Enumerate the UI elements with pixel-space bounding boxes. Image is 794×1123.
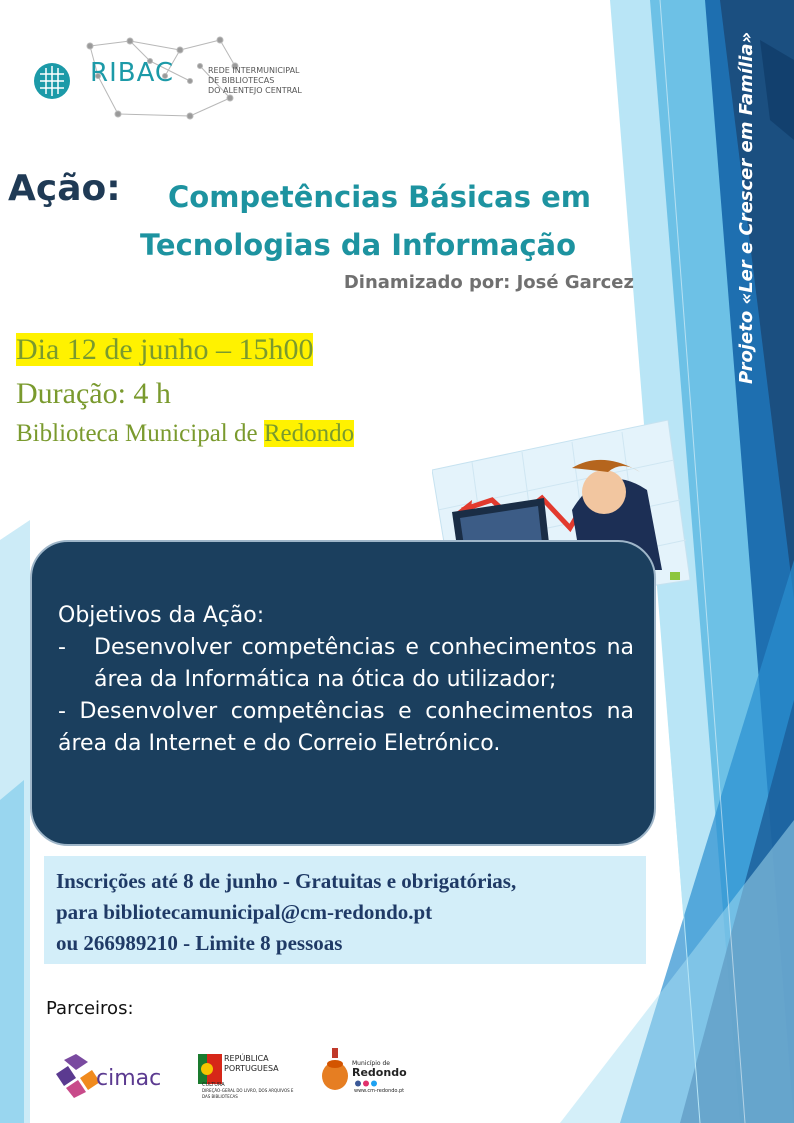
municipio-redondo-logo bbox=[320, 1046, 420, 1098]
objective-item-1 bbox=[58, 632, 634, 696]
redondo-line-1: Município de bbox=[352, 1060, 390, 1067]
library-prefix: Biblioteca Municipal de bbox=[16, 420, 264, 447]
ribac-subtitle-3: DO ALENTEJO CENTRAL bbox=[208, 86, 302, 95]
date-time bbox=[16, 333, 313, 367]
republica-line-2: PORTUGUESA bbox=[224, 1064, 279, 1073]
ribac-wordmark: RIBAC bbox=[90, 58, 175, 88]
cimac-logo bbox=[52, 1050, 172, 1100]
network-icon bbox=[30, 36, 320, 126]
ribac-subtitle-2: DE BIBLIOTECAS bbox=[208, 76, 275, 85]
registration-line-1: Inscrições até 8 de junho - Gratuitas e obrigatórias, bbox=[56, 869, 517, 893]
facilitator: Dinamizado por: José Garcez bbox=[343, 272, 634, 293]
title-label: Ação: bbox=[8, 168, 121, 209]
registration-box bbox=[44, 856, 646, 964]
registration-email[interactable]: para bibliotecamunicipal@cm-redondo.pt bbox=[56, 900, 433, 924]
ribac-subtitle-1: REDE INTERMUNICIPAL bbox=[208, 66, 300, 75]
library-place: Redondo bbox=[263, 420, 355, 447]
objective-item-2: - Desenvolver competências e conhecimentos na área da Internet e do Correio Eletrónico. bbox=[58, 699, 634, 756]
partners-label: Parceiros: bbox=[46, 998, 134, 1019]
title-line-2: Tecnologias da Informação bbox=[140, 228, 577, 262]
objectives-text bbox=[58, 600, 634, 760]
objectives-box bbox=[30, 540, 656, 846]
project-side-text: Projeto «Ler e Crescer em Família» bbox=[736, 31, 757, 384]
duration: Duração: 4 h bbox=[16, 377, 171, 410]
bullet-dash: - bbox=[58, 635, 66, 660]
flag-emblem-icon bbox=[198, 1054, 222, 1084]
objectives-title: Objetivos da Ação: bbox=[58, 603, 265, 628]
cimac-mark-icon bbox=[52, 1050, 102, 1100]
social-icons bbox=[354, 1080, 384, 1087]
registration-phone: ou 266989210 - Limite 8 pessoas bbox=[56, 931, 343, 955]
ribac-logo bbox=[30, 36, 320, 126]
title-line-1: Competências Básicas em bbox=[168, 180, 591, 214]
redondo-url: www.cm-redondo.pt bbox=[354, 1088, 405, 1094]
registration-text bbox=[56, 866, 516, 959]
library-location bbox=[16, 420, 354, 448]
republica-line-1: REPÚBLICA bbox=[224, 1054, 269, 1063]
redondo-emblem-icon bbox=[320, 1046, 350, 1092]
republica-line-5: DAS BIBLIOTECAS bbox=[202, 1094, 238, 1099]
republica-line-4: DIREÇÃO-GERAL DO LIVRO, DOS ARQUIVOS E bbox=[202, 1088, 294, 1093]
cimac-text: cimac bbox=[96, 1066, 162, 1091]
republica-portuguesa-logo bbox=[198, 1052, 298, 1102]
date-highlight: Dia 12 de junho – 15h00 bbox=[16, 333, 314, 366]
objective-text-1: Desenvolver competências e conhecimentos na área da Informática na ótica do utilizador; bbox=[94, 635, 634, 692]
republica-line-3: CULTURA bbox=[202, 1082, 225, 1088]
redondo-line-2: Redondo bbox=[352, 1066, 407, 1079]
